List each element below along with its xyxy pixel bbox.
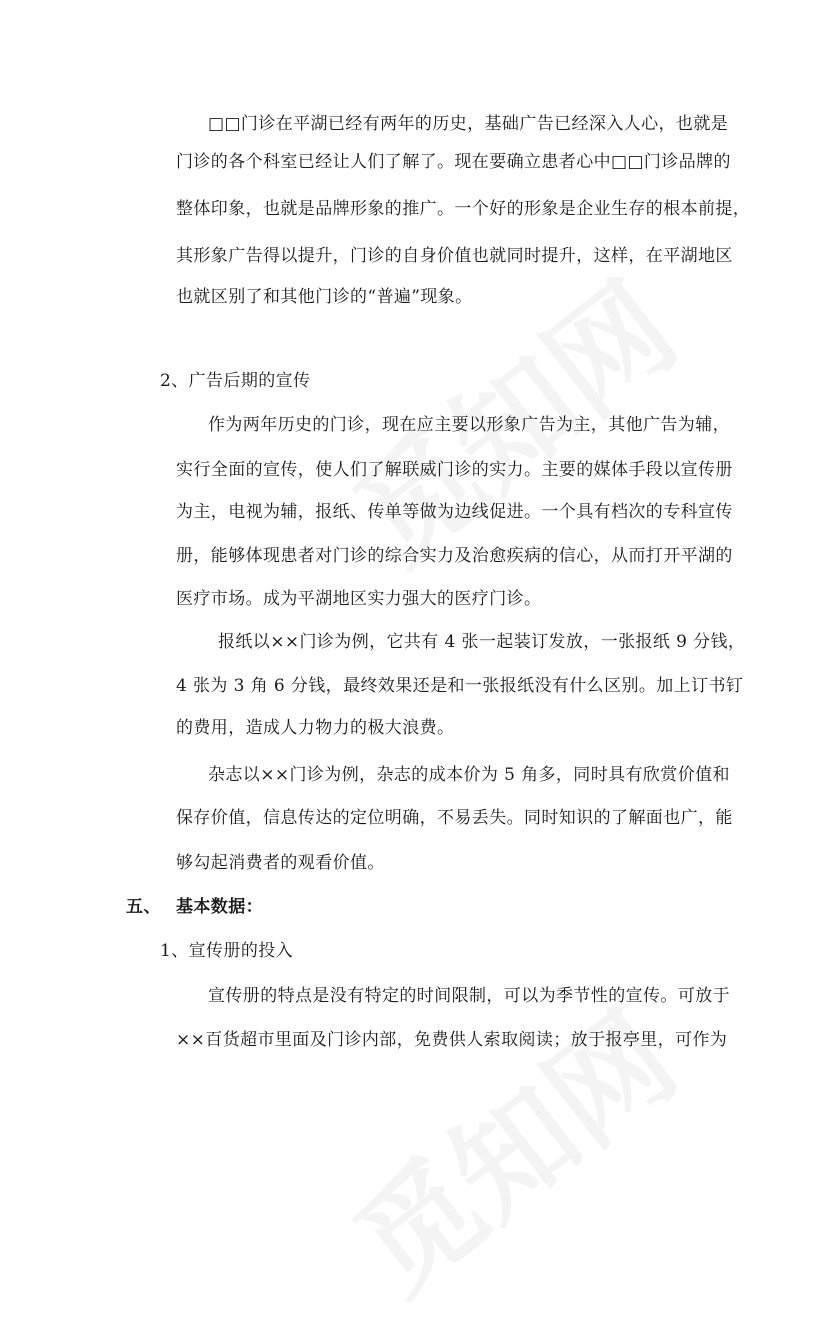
paragraph-line: ××百货超市里面及门诊内部，免费供人索取阅读；放于报亭里，可作为 xyxy=(176,1030,728,1050)
paragraph-line: 保存价值，信息传达的定位明确，不易丢失。同时知识的了解面也广，能 xyxy=(176,808,733,828)
paragraph-line: 整体印象，也就是品牌形象的推广。一个好的形象是企业生存的根本前提， xyxy=(176,199,751,219)
paragraph-line: 门诊的各个科室已经让人们了解了。现在要确立患者心中□□门诊品牌的 xyxy=(176,152,731,172)
paragraph-line: 杂志以××门诊为例，杂志的成本价为 5 角多，同时具有欣赏价值和 xyxy=(208,765,730,785)
paragraph-line: 作为两年历史的门诊，现在应主要以形象广告为主，其他广告为辅， xyxy=(208,415,730,435)
paragraph-line: 够勾起消费者的观看价值。 xyxy=(176,853,385,873)
paragraph-line: 宣传册的特点是没有特定的时间限制，可以为季节性的宣传。可放于 xyxy=(208,986,730,1006)
paragraph-line: 医疗市场。成为平湖地区实力强大的医疗门诊。 xyxy=(176,589,542,609)
paragraph-line: 实行全面的宣传，使人们了解联威门诊的实力。主要的媒体手段以宣传册 xyxy=(176,460,733,480)
paragraph-line: 其形象广告得以提升，门诊的自身价值也就同时提升，这样，在平湖地区 xyxy=(176,246,733,266)
section-heading: 2、广告后期的宣传 xyxy=(160,371,311,391)
paragraph-line: 为主，电视为辅，报纸、传单等做为边线促进。一个具有档次的专科宣传 xyxy=(176,502,733,522)
watermark-lower xyxy=(315,967,705,1324)
paragraph-line: 册，能够体现患者对门诊的综合实力及治愈疾病的信心，从而打开平湖的 xyxy=(176,546,733,566)
paragraph-line: 也就区别了和其他门诊的“普遍”现象。 xyxy=(176,287,473,307)
paragraph-line: 的费用，造成人力物力的极大浪费。 xyxy=(176,718,455,738)
section-title: 基本数据： xyxy=(176,897,263,917)
subsection-heading: 1、宣传册的投入 xyxy=(160,941,294,961)
section-number: 五、 xyxy=(126,897,161,917)
paragraph-line: □□门诊在平湖已经有两年的历史，基础广告已经深入人心，也就是 xyxy=(208,114,729,134)
paragraph-line: 4 张为 3 角 6 分钱，最终效果还是和一张报纸没有什么区别。加上订书钉 xyxy=(176,676,744,696)
paragraph-line: 报纸以××门诊为例，它共有 4 张一起装订发放，一张报纸 9 分钱， xyxy=(218,632,746,652)
